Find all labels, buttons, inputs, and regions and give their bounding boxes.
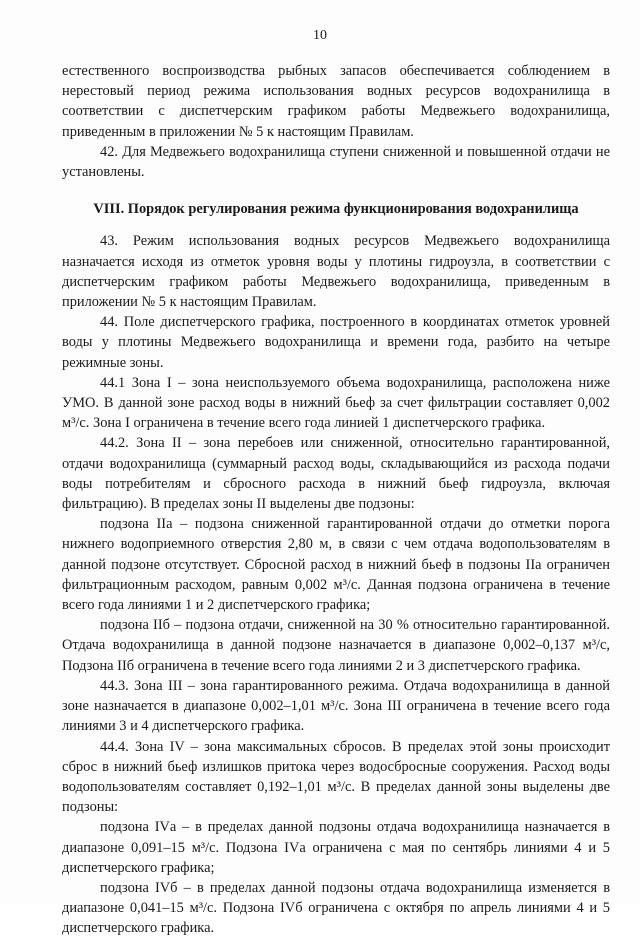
page-number: 10 (313, 28, 327, 43)
paragraph-subzone-4a: подзона IVа – в пределах данной подзоны отдача водохранилища назначается в диапазоне 0,091–15 м³/с. Подзона IVа ограничена с мая по сентябрь линиями 4 и 5 диспетчерского графика; (62, 819, 610, 876)
paragraph-44-2: 44.2. Зона II – зона перебоев или сниженной, относительно гарантированной, отдачи водохранилища (суммарный расход воды, складывающийся из расхода подачи воды потребителям и сбросного расхода в нижний бьеф гидроузла, включая фильтрацию). В пределах зоны II выделены две подзоны: (62, 435, 610, 513)
paragraph-44-3: 44.3. Зона III – зона гарантированного режима. Отдача водохранилища в данной зоне назначается в диапазоне 0,002–1,01 м³/с. Зона III ограничена в течение всего года линиями 3 и 4 диспетчерского графика. (62, 677, 610, 735)
paragraph-continuation: естественного воспроизводства рыбных запасов обеспечивается соблюдением в нерестовый период режима использования водных ресурсов водохранилища в соответствии с диспетчерским графиком работы Медвежьего водохранилища, приведенным в приложении № 5 к настоящим Правилам. (62, 63, 610, 140)
paragraph-43: 43. Режим использования водных ресурсов Медвежьего водохранилища назначается исходя из отметок уровня воды у плотины гидроузла, в соответствии с диспетчерским графиком работы Медвежьего водохранилища, приведенным в приложении № 5 к настоящим Правилам. (62, 233, 610, 311)
paragraph-subzone-2b: подзона IIб – подзона отдачи, сниженной на 30 % относительно гарантированной. Отдача водохранилища в данной подзоне назначается в диапазоне 0,002–0,137 м³/с, Подзона IIб ограничена в течение всего года линиями 2 и 3 диспетчерского графика. (62, 617, 610, 674)
paragraph-42: 42. Для Медвежьего водохранилища ступени сниженной и повышенной отдачи не установлены. (62, 143, 610, 181)
page-body (62, 61, 610, 939)
paragraph-subzone-2a: подзона IIа – подзона сниженной гарантированной отдачи до отметки порога нижнего водоприемного отверстия 2,80 м, в связи с чем отдача водопользователям в данной подзоне отсутствует. Сбросной расход в нижний бьеф в подзоны IIа ограничен фильтрационным расходом, равным 0,002 м³/с. Данная подзона ограничена в течение всего года линиями 1 и 2 диспетчерского графика; (62, 516, 610, 614)
paragraph-subzone-4b: подзона IVб – в пределах данной подзоны отдача водохранилища изменяется в диапазоне 0,041–15 м³/с. Подзона IVб ограничена с октября по апрель линиями 4 и 5 диспетчерского графика. (62, 879, 610, 937)
section-heading: VIII. Порядок регулирования режима функционирования водохранилища (93, 201, 579, 218)
paragraph-44: 44. Поле диспетчерского графика, построенного в координатах отметок уровней воды у плотины Медвежьего водохранилища и времени года, разбито на четыре режимные зоны. (62, 314, 610, 371)
paragraph-44-4: 44.4. Зона IV – зона максимальных сбросов. В пределах этой зоны происходит сброс в нижний бьеф излишков притока через водосбросные сооружения. Расход воды водопользователям составляет 0,192–1,01 м³/с. В пределах данной зоны выделены две подзоны: (62, 738, 610, 816)
paragraph-44-1: 44.1 Зона I – зона неиспользуемого объема водохранилища, расположена ниже УМО. В данной зоне расход воды в нижний бьеф за счет фильтрации составляет 0,002 м³/с. Зона I ограничена в течение всего года линией 1 диспетчерского графика. (62, 374, 610, 432)
